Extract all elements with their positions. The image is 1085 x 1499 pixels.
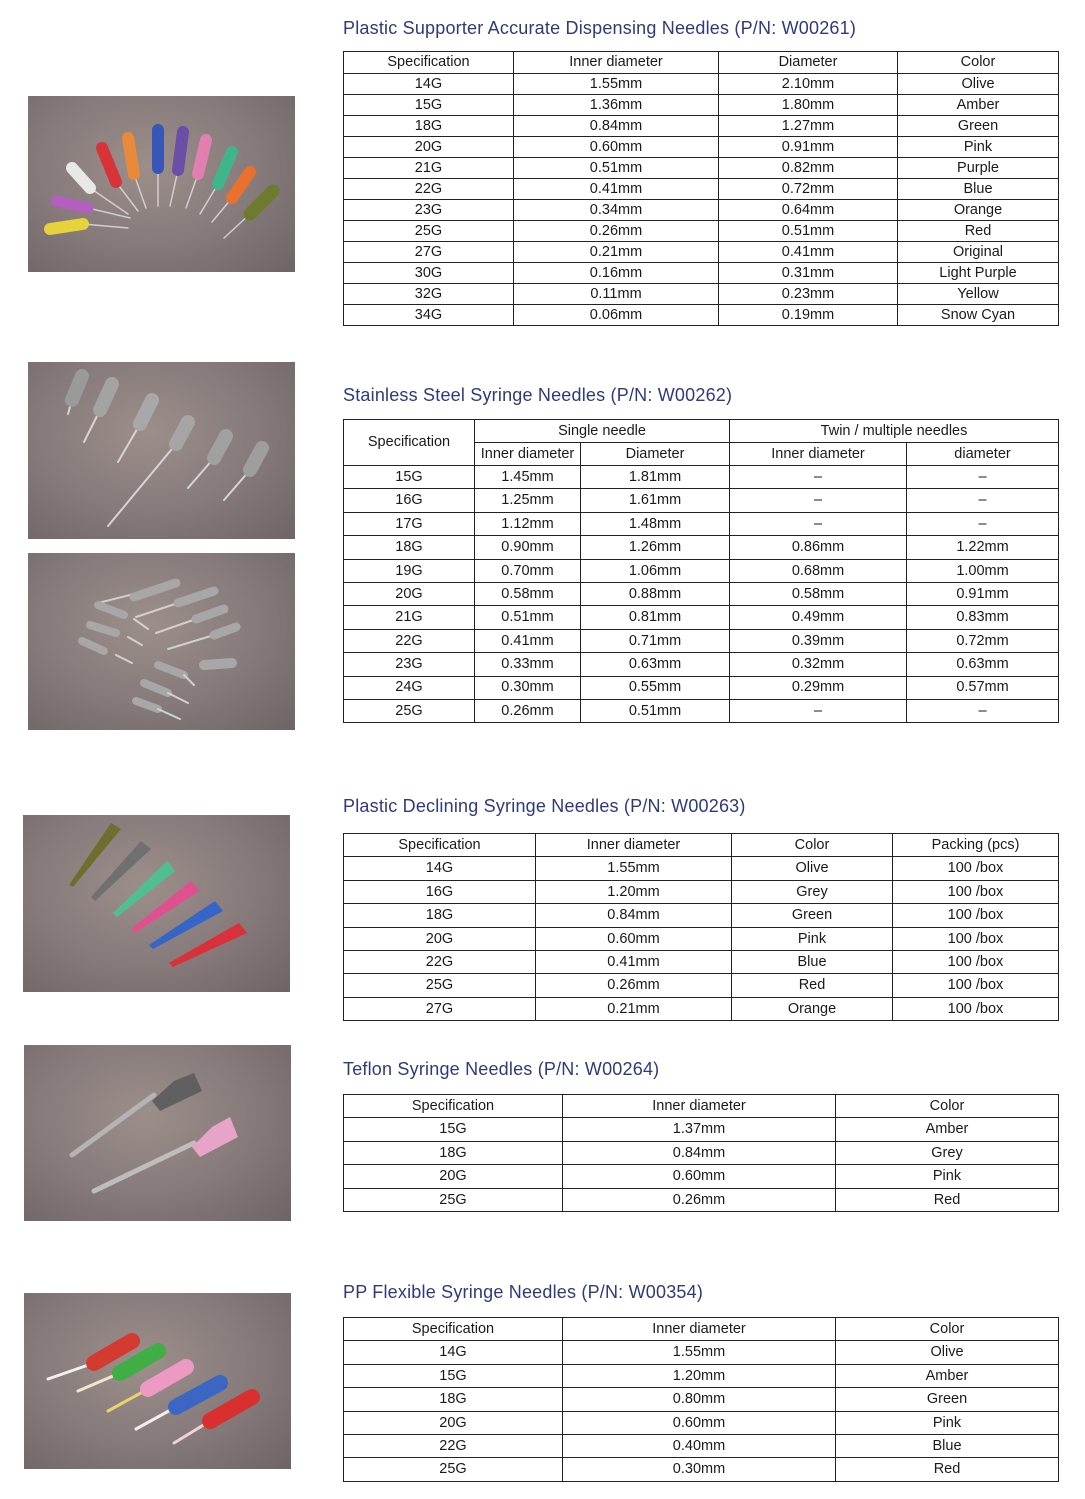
table-cell: 100 /box <box>893 950 1059 973</box>
table-cell: Green <box>732 904 893 927</box>
table-cell: – <box>907 489 1059 512</box>
column-header: Inner diameter <box>536 834 732 857</box>
spec-table-w00264 <box>343 1094 1059 1212</box>
table-cell: 1.81mm <box>581 466 730 489</box>
column-header: Color <box>898 52 1059 74</box>
table-row <box>344 263 1059 284</box>
table-cell: 18G <box>344 1388 563 1411</box>
table-row <box>344 1118 1059 1141</box>
table-group-header-row <box>344 420 1059 443</box>
table-cell: 0.81mm <box>581 606 730 629</box>
column-header: Inner diameter <box>730 443 907 466</box>
column-header: Diameter <box>581 443 730 466</box>
table-row <box>344 1188 1059 1211</box>
table-row <box>344 242 1059 263</box>
table-row <box>344 857 1059 880</box>
table-cell: 0.91mm <box>907 582 1059 605</box>
table-cell: Blue <box>836 1434 1059 1457</box>
table-cell: 0.51mm <box>514 158 719 179</box>
table-cell: 1.20mm <box>536 880 732 903</box>
section-title-w00354: PP Flexible Syringe Needles (P/N: W00354) <box>343 1282 704 1302</box>
table-cell: 14G <box>344 857 536 880</box>
section-title-w00264: Teflon Syringe Needles (P/N: W00264) <box>343 1059 660 1079</box>
table-cell: Blue <box>732 950 893 973</box>
table-row <box>344 1411 1059 1434</box>
table-cell: 16G <box>344 489 475 512</box>
table-cell: 0.84mm <box>514 116 719 137</box>
table-cell: Amber <box>836 1118 1059 1141</box>
table-cell: – <box>907 699 1059 722</box>
product-photo-stainless-steel-needles-2 <box>28 553 295 730</box>
table-cell: 0.49mm <box>730 606 907 629</box>
table-cell: 21G <box>344 606 475 629</box>
column-header: Specification <box>344 1318 563 1341</box>
table-cell: Original <box>898 242 1059 263</box>
table-cell: 15G <box>344 466 475 489</box>
table-cell: 0.31mm <box>719 263 898 284</box>
table-cell: 1.26mm <box>581 536 730 559</box>
column-header: Color <box>836 1318 1059 1341</box>
column-header: Specification <box>344 1095 563 1118</box>
table-cell: 1.37mm <box>563 1118 836 1141</box>
table-cell: 0.41mm <box>536 950 732 973</box>
table-row <box>344 582 1059 605</box>
table-cell: 22G <box>344 950 536 973</box>
table-row <box>344 284 1059 305</box>
table-cell: 27G <box>344 242 514 263</box>
table-cell: 0.51mm <box>581 699 730 722</box>
table-row <box>344 95 1059 116</box>
table-row <box>344 880 1059 903</box>
table-header-row <box>344 1095 1059 1118</box>
table-cell: 2.10mm <box>719 74 898 95</box>
table-cell: 0.70mm <box>475 559 581 582</box>
table-cell: 25G <box>344 1188 563 1211</box>
table-cell: 0.63mm <box>907 653 1059 676</box>
table-cell: 0.84mm <box>563 1141 836 1164</box>
table-cell: 1.12mm <box>475 512 581 535</box>
table-row <box>344 629 1059 652</box>
table-row <box>344 179 1059 200</box>
column-group-header: Twin / multiple needles <box>730 420 1059 443</box>
table-row <box>344 536 1059 559</box>
table-cell: 22G <box>344 629 475 652</box>
table-cell: 0.41mm <box>719 242 898 263</box>
table-cell: 0.82mm <box>719 158 898 179</box>
product-photo-plastic-supporter-needles <box>28 96 295 272</box>
table-cell: 0.51mm <box>475 606 581 629</box>
table-cell: – <box>907 512 1059 535</box>
table-cell: 0.26mm <box>475 699 581 722</box>
table-cell: Yellow <box>898 284 1059 305</box>
table-cell: 0.26mm <box>514 221 719 242</box>
table-cell: Pink <box>732 927 893 950</box>
table-cell: 1.20mm <box>563 1364 836 1387</box>
table-cell: 0.26mm <box>563 1188 836 1211</box>
table-cell: 0.30mm <box>563 1458 836 1481</box>
table-cell: 0.86mm <box>730 536 907 559</box>
table-row <box>344 1141 1059 1164</box>
table-cell: 32G <box>344 284 514 305</box>
table-cell: 27G <box>344 997 536 1020</box>
column-header: Color <box>836 1095 1059 1118</box>
table-row <box>344 116 1059 137</box>
table-cell: 1.80mm <box>719 95 898 116</box>
spec-table-w00262 <box>343 419 1059 723</box>
table-cell: 100 /box <box>893 997 1059 1020</box>
table-row <box>344 1458 1059 1481</box>
table-cell: 0.41mm <box>475 629 581 652</box>
table-cell: Red <box>732 974 893 997</box>
table-cell: 0.30mm <box>475 676 581 699</box>
section-title-w00261: Plastic Supporter Accurate Dispensing Needles (P/N: W00261) <box>343 18 857 38</box>
table-cell: 16G <box>344 880 536 903</box>
table-cell: 0.90mm <box>475 536 581 559</box>
section-title-w00262: Stainless Steel Syringe Needles (P/N: W00262) <box>343 385 733 405</box>
table-cell: Red <box>898 221 1059 242</box>
table-row <box>344 974 1059 997</box>
table-row <box>344 512 1059 535</box>
table-cell: 0.41mm <box>514 179 719 200</box>
table-row <box>344 1388 1059 1411</box>
table-cell: 100 /box <box>893 857 1059 880</box>
table-cell: 14G <box>344 74 514 95</box>
table-cell: 0.58mm <box>475 582 581 605</box>
table-cell: 1.61mm <box>581 489 730 512</box>
table-row <box>344 305 1059 326</box>
table-cell: 0.63mm <box>581 653 730 676</box>
table-cell: 1.22mm <box>907 536 1059 559</box>
table-cell: 18G <box>344 904 536 927</box>
table-cell: 0.16mm <box>514 263 719 284</box>
table-cell: 0.83mm <box>907 606 1059 629</box>
table-cell: 1.45mm <box>475 466 581 489</box>
column-header: Specification <box>344 834 536 857</box>
table-cell: 1.55mm <box>514 74 719 95</box>
table-row <box>344 466 1059 489</box>
column-header: Inner diameter <box>563 1318 836 1341</box>
table-cell: 0.58mm <box>730 582 907 605</box>
table-cell: Pink <box>898 137 1059 158</box>
table-cell: Grey <box>732 880 893 903</box>
table-row <box>344 137 1059 158</box>
table-cell: – <box>730 489 907 512</box>
table-cell: 15G <box>344 95 514 116</box>
spec-table-w00354 <box>343 1317 1059 1482</box>
table-cell: 0.32mm <box>730 653 907 676</box>
table-cell: – <box>907 466 1059 489</box>
table-row <box>344 904 1059 927</box>
spec-table-w00263 <box>343 833 1059 1021</box>
table-cell: Red <box>836 1188 1059 1211</box>
column-header: Color <box>732 834 893 857</box>
table-cell: Orange <box>732 997 893 1020</box>
table-cell: 25G <box>344 221 514 242</box>
table-cell: 100 /box <box>893 927 1059 950</box>
product-photo-pp-flexible-needles <box>24 1293 291 1469</box>
table-cell: 0.60mm <box>563 1411 836 1434</box>
column-header: Specification <box>344 420 475 466</box>
table-cell: 0.84mm <box>536 904 732 927</box>
table-row <box>344 676 1059 699</box>
table-cell: 17G <box>344 512 475 535</box>
table-cell: 0.26mm <box>536 974 732 997</box>
table-row <box>344 1165 1059 1188</box>
table-cell: Red <box>836 1458 1059 1481</box>
column-header: Packing (pcs) <box>893 834 1059 857</box>
table-cell: Amber <box>898 95 1059 116</box>
table-cell: 1.36mm <box>514 95 719 116</box>
table-cell: 1.06mm <box>581 559 730 582</box>
table-cell: 0.55mm <box>581 676 730 699</box>
table-cell: 0.60mm <box>536 927 732 950</box>
table-cell: 0.64mm <box>719 200 898 221</box>
table-header-row <box>344 52 1059 74</box>
column-header: Inner diameter <box>563 1095 836 1118</box>
table-cell: – <box>730 512 907 535</box>
table-cell: 0.57mm <box>907 676 1059 699</box>
table-cell: 14G <box>344 1341 563 1364</box>
table-row <box>344 1341 1059 1364</box>
table-cell: 34G <box>344 305 514 326</box>
table-cell: 25G <box>344 699 475 722</box>
table-cell: Amber <box>836 1364 1059 1387</box>
table-row <box>344 74 1059 95</box>
table-cell: 0.88mm <box>581 582 730 605</box>
column-header: Specification <box>344 52 514 74</box>
table-cell: 20G <box>344 927 536 950</box>
table-cell: Green <box>898 116 1059 137</box>
table-cell: – <box>730 699 907 722</box>
table-cell: 20G <box>344 1411 563 1434</box>
table-cell: 0.40mm <box>563 1434 836 1457</box>
table-cell: 100 /box <box>893 974 1059 997</box>
table-cell: 0.34mm <box>514 200 719 221</box>
table-cell: 18G <box>344 1141 563 1164</box>
table-row <box>344 699 1059 722</box>
table-row <box>344 200 1059 221</box>
table-row <box>344 950 1059 973</box>
table-cell: 1.55mm <box>536 857 732 880</box>
table-row <box>344 158 1059 179</box>
table-cell: Orange <box>898 200 1059 221</box>
table-cell: 0.72mm <box>907 629 1059 652</box>
table-cell: 0.21mm <box>536 997 732 1020</box>
table-cell: 100 /box <box>893 904 1059 927</box>
table-cell: 0.80mm <box>563 1388 836 1411</box>
table-cell: 22G <box>344 179 514 200</box>
table-header-row <box>344 1318 1059 1341</box>
table-cell: 0.72mm <box>719 179 898 200</box>
table-cell: Purple <box>898 158 1059 179</box>
table-cell: 0.60mm <box>563 1165 836 1188</box>
table-cell: 0.23mm <box>719 284 898 305</box>
product-photo-stainless-steel-needles <box>28 362 295 539</box>
column-header: Inner diameter <box>514 52 719 74</box>
column-header: Diameter <box>719 52 898 74</box>
table-cell: 0.68mm <box>730 559 907 582</box>
column-header: diameter <box>907 443 1059 466</box>
table-row <box>344 997 1059 1020</box>
table-header-row <box>344 834 1059 857</box>
table-cell: 25G <box>344 974 536 997</box>
table-cell: 0.51mm <box>719 221 898 242</box>
table-cell: Grey <box>836 1141 1059 1164</box>
table-cell: Olive <box>732 857 893 880</box>
table-cell: 1.00mm <box>907 559 1059 582</box>
table-row <box>344 1364 1059 1387</box>
table-cell: Olive <box>836 1341 1059 1364</box>
table-row <box>344 606 1059 629</box>
table-cell: 0.60mm <box>514 137 719 158</box>
table-cell: 0.06mm <box>514 305 719 326</box>
table-cell: 20G <box>344 582 475 605</box>
table-cell: 0.33mm <box>475 653 581 676</box>
product-photo-teflon-needles <box>24 1045 291 1221</box>
table-cell: 23G <box>344 200 514 221</box>
table-cell: 21G <box>344 158 514 179</box>
table-cell: 20G <box>344 137 514 158</box>
product-photo-plastic-declining-needles <box>23 815 290 992</box>
table-cell: 15G <box>344 1364 563 1387</box>
table-row <box>344 559 1059 582</box>
table-cell: 22G <box>344 1434 563 1457</box>
table-cell: Pink <box>836 1411 1059 1434</box>
table-cell: 25G <box>344 1458 563 1481</box>
table-cell: 0.11mm <box>514 284 719 305</box>
table-cell: 100 /box <box>893 880 1059 903</box>
table-row <box>344 221 1059 242</box>
table-cell: Blue <box>898 179 1059 200</box>
section-title-w00263: Plastic Declining Syringe Needles (P/N: W00263) <box>343 796 746 816</box>
table-cell: 15G <box>344 1118 563 1141</box>
table-cell: – <box>730 466 907 489</box>
table-cell: 1.55mm <box>563 1341 836 1364</box>
table-cell: Green <box>836 1388 1059 1411</box>
table-row <box>344 489 1059 512</box>
column-header: Inner diameter <box>475 443 581 466</box>
table-cell: Snow Cyan <box>898 305 1059 326</box>
table-row <box>344 1434 1059 1457</box>
table-cell: 30G <box>344 263 514 284</box>
table-cell: 0.21mm <box>514 242 719 263</box>
table-cell: 0.39mm <box>730 629 907 652</box>
table-cell: Pink <box>836 1165 1059 1188</box>
table-cell: 19G <box>344 559 475 582</box>
table-cell: 1.27mm <box>719 116 898 137</box>
table-cell: 0.91mm <box>719 137 898 158</box>
column-group-header: Single needle <box>475 420 730 443</box>
table-cell: 1.25mm <box>475 489 581 512</box>
spec-table-w00261 <box>343 51 1059 326</box>
table-cell: Light Purple <box>898 263 1059 284</box>
table-row <box>344 653 1059 676</box>
table-cell: 0.19mm <box>719 305 898 326</box>
table-cell: 0.71mm <box>581 629 730 652</box>
table-cell: 18G <box>344 536 475 559</box>
table-cell: 24G <box>344 676 475 699</box>
table-cell: 18G <box>344 116 514 137</box>
table-cell: 20G <box>344 1165 563 1188</box>
table-row <box>344 927 1059 950</box>
table-cell: Olive <box>898 74 1059 95</box>
table-cell: 23G <box>344 653 475 676</box>
table-cell: 0.29mm <box>730 676 907 699</box>
table-cell: 1.48mm <box>581 512 730 535</box>
